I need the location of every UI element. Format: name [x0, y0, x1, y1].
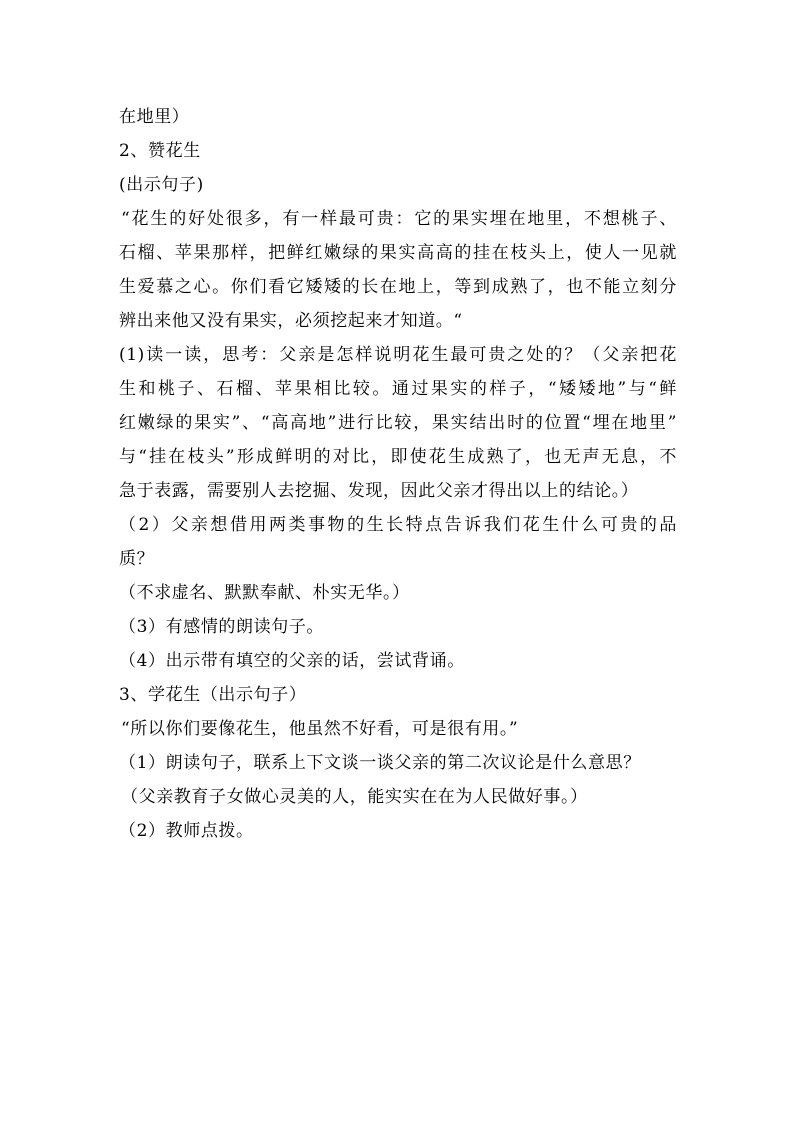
document-page	[119, 100, 677, 848]
quote-line: “花生的好处很多，有一样最可贵：它的果实埋在地里，不想桃子、	[121, 209, 677, 229]
text-line: 在地里）	[119, 107, 190, 127]
section-heading: 3、学花生（出示句子）	[119, 685, 307, 705]
question-line: （4）出示带有填空的父亲的话，尝试背诵。	[119, 651, 465, 671]
answer-line: （父亲教育子女做心灵美的人，能实实在在为人民做好事。）	[121, 787, 588, 807]
answer-line: 红嫩绿的果实”、“高高地”进行比较，果实结出时的位置“埋在地里”	[119, 413, 677, 433]
quote-line: 石榴、苹果那样，把鲜红嫩绿的果实高高的挂在枝头上，使人一见就	[119, 243, 677, 263]
question-line: 质？	[119, 549, 155, 569]
answer-line: 急于表露，需要别人去挖掘、发现，因此父亲才得出以上的结论。）	[119, 481, 639, 501]
quote-line: 辨出来他又没有果实，必须挖起来才知道。“	[119, 311, 463, 331]
quote-line: 生爱慕之心。你们看它矮矮的长在地上，等到成熟了，也不能立刻分	[119, 277, 677, 297]
quote-line: “所以你们要像花生，他虽然不好看，可是很有用。”	[121, 719, 519, 739]
question-line: （1）朗读句子，联系上下文谈一谈父亲的第二次议论是什么意思？	[119, 753, 641, 773]
question-line: （3）有感情的朗读句子。	[119, 617, 325, 637]
answer-line: 与“挂在枝头”形成鲜明的对比，即使花生成熟了，也无声无息，不	[119, 447, 677, 467]
text-line: (出示句子)	[119, 175, 204, 195]
section-heading: 2、赞花生	[119, 141, 201, 161]
answer-line: （不求虚名、默默奉献、朴实无华。）	[119, 583, 410, 603]
question-line: （2）父亲想借用两类事物的生长特点告诉我们花生什么可贵的品	[119, 515, 677, 535]
question-line: （2）教师点拨。	[119, 821, 254, 841]
answer-line: 生和桃子、石榴、苹果相比较。通过果实的样子，“矮矮地”与“鲜	[119, 379, 677, 399]
question-line: (1)读一读，思考：父亲是怎样说明花生最可贵之处的？（父亲把花	[119, 345, 677, 365]
